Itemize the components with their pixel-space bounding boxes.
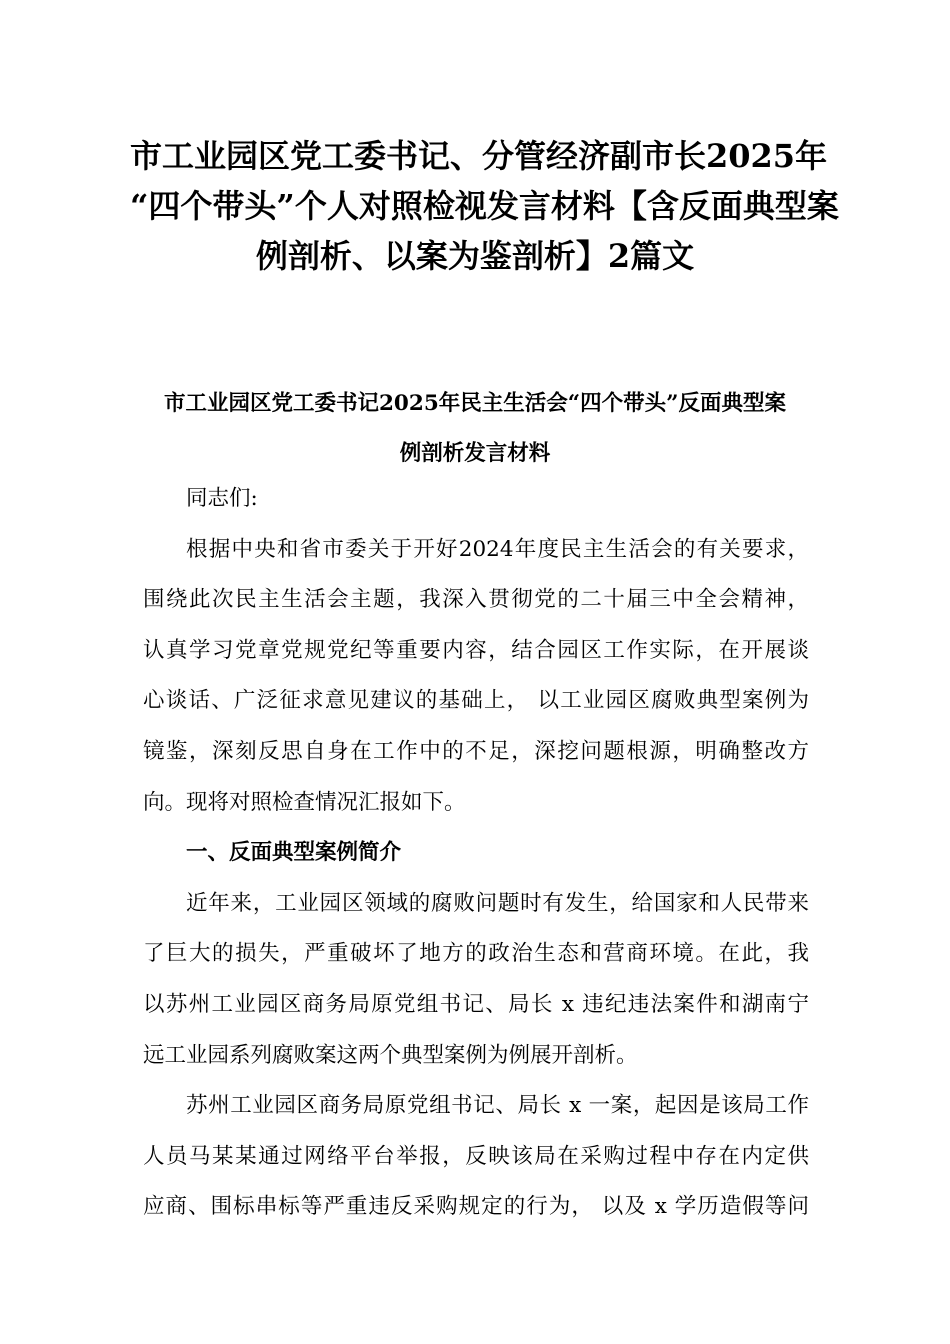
section-heading: 一、反面典型案例简介: [186, 840, 402, 866]
paragraph-line: 以苏州工业园区商务局原党组书记、局长 x 违纪违法案件和湖南宁: [143, 991, 809, 1017]
main-title-line: 市工业园区党工委书记、分管经济副市长2025年: [130, 137, 828, 175]
paragraph-line: 了巨大的损失，严重破坏了地方的政治生态和营商环境。在此，我: [143, 941, 809, 967]
paragraph-background: [143, 879, 809, 1081]
paragraph-intro: [143, 525, 809, 829]
main-title-line: 例剖析、以案为鉴剖析】2篇文: [255, 237, 695, 275]
paragraph-line: 苏州工业园区商务局原党组书记、局长 x 一案，起因是该局工作: [186, 1093, 809, 1119]
paragraph-line: 根据中央和省市委关于开好2024年度民主生活会的有关要求，: [186, 536, 809, 562]
sub-title-line: 市工业园区党工委书记2025年民主生活会“四个带头”反面典型案: [163, 391, 787, 416]
salutation: 同志们:: [186, 486, 258, 511]
document-body: [143, 474, 809, 1233]
main-title-line: “四个带头”个人对照检视发言材料【含反面典型案: [130, 187, 839, 225]
paragraph-line: 心谈话、广泛征求意见建议的基础上， 以工业园区腐败典型案例为: [143, 688, 809, 714]
paragraph-line: 认真学习党章党规党纪等重要内容，结合园区工作实际，在开展谈: [143, 637, 809, 663]
paragraph-line: 远工业园系列腐败案这两个典型案例为例展开剖析。: [143, 1042, 638, 1068]
paragraph-line: 人员马某某通过网络平台举报，反映该局在采购过程中存在内定供: [143, 1143, 809, 1169]
paragraph-line: 近年来，工业园区领域的腐败问题时有发生，给国家和人民带来: [186, 890, 809, 916]
paragraph-line: 围绕此次民主生活会主题，我深入贯彻党的二十届三中全会精神，: [143, 587, 809, 613]
paragraph-line: 镜鉴，深刻反思自身在工作中的不足，深挖问题根源，明确整改方: [143, 738, 809, 764]
paragraph-case: [143, 1081, 809, 1233]
sub-title-line: 例剖析发言材料: [399, 441, 551, 466]
paragraph-line: 应商、围标串标等严重违反采购规定的行为， 以及 x 学历造假等问: [143, 1194, 809, 1220]
main-title: [130, 131, 839, 281]
sub-title: [110, 379, 840, 479]
paragraph-line: 向。现将对照检查情况汇报如下。: [143, 789, 466, 815]
